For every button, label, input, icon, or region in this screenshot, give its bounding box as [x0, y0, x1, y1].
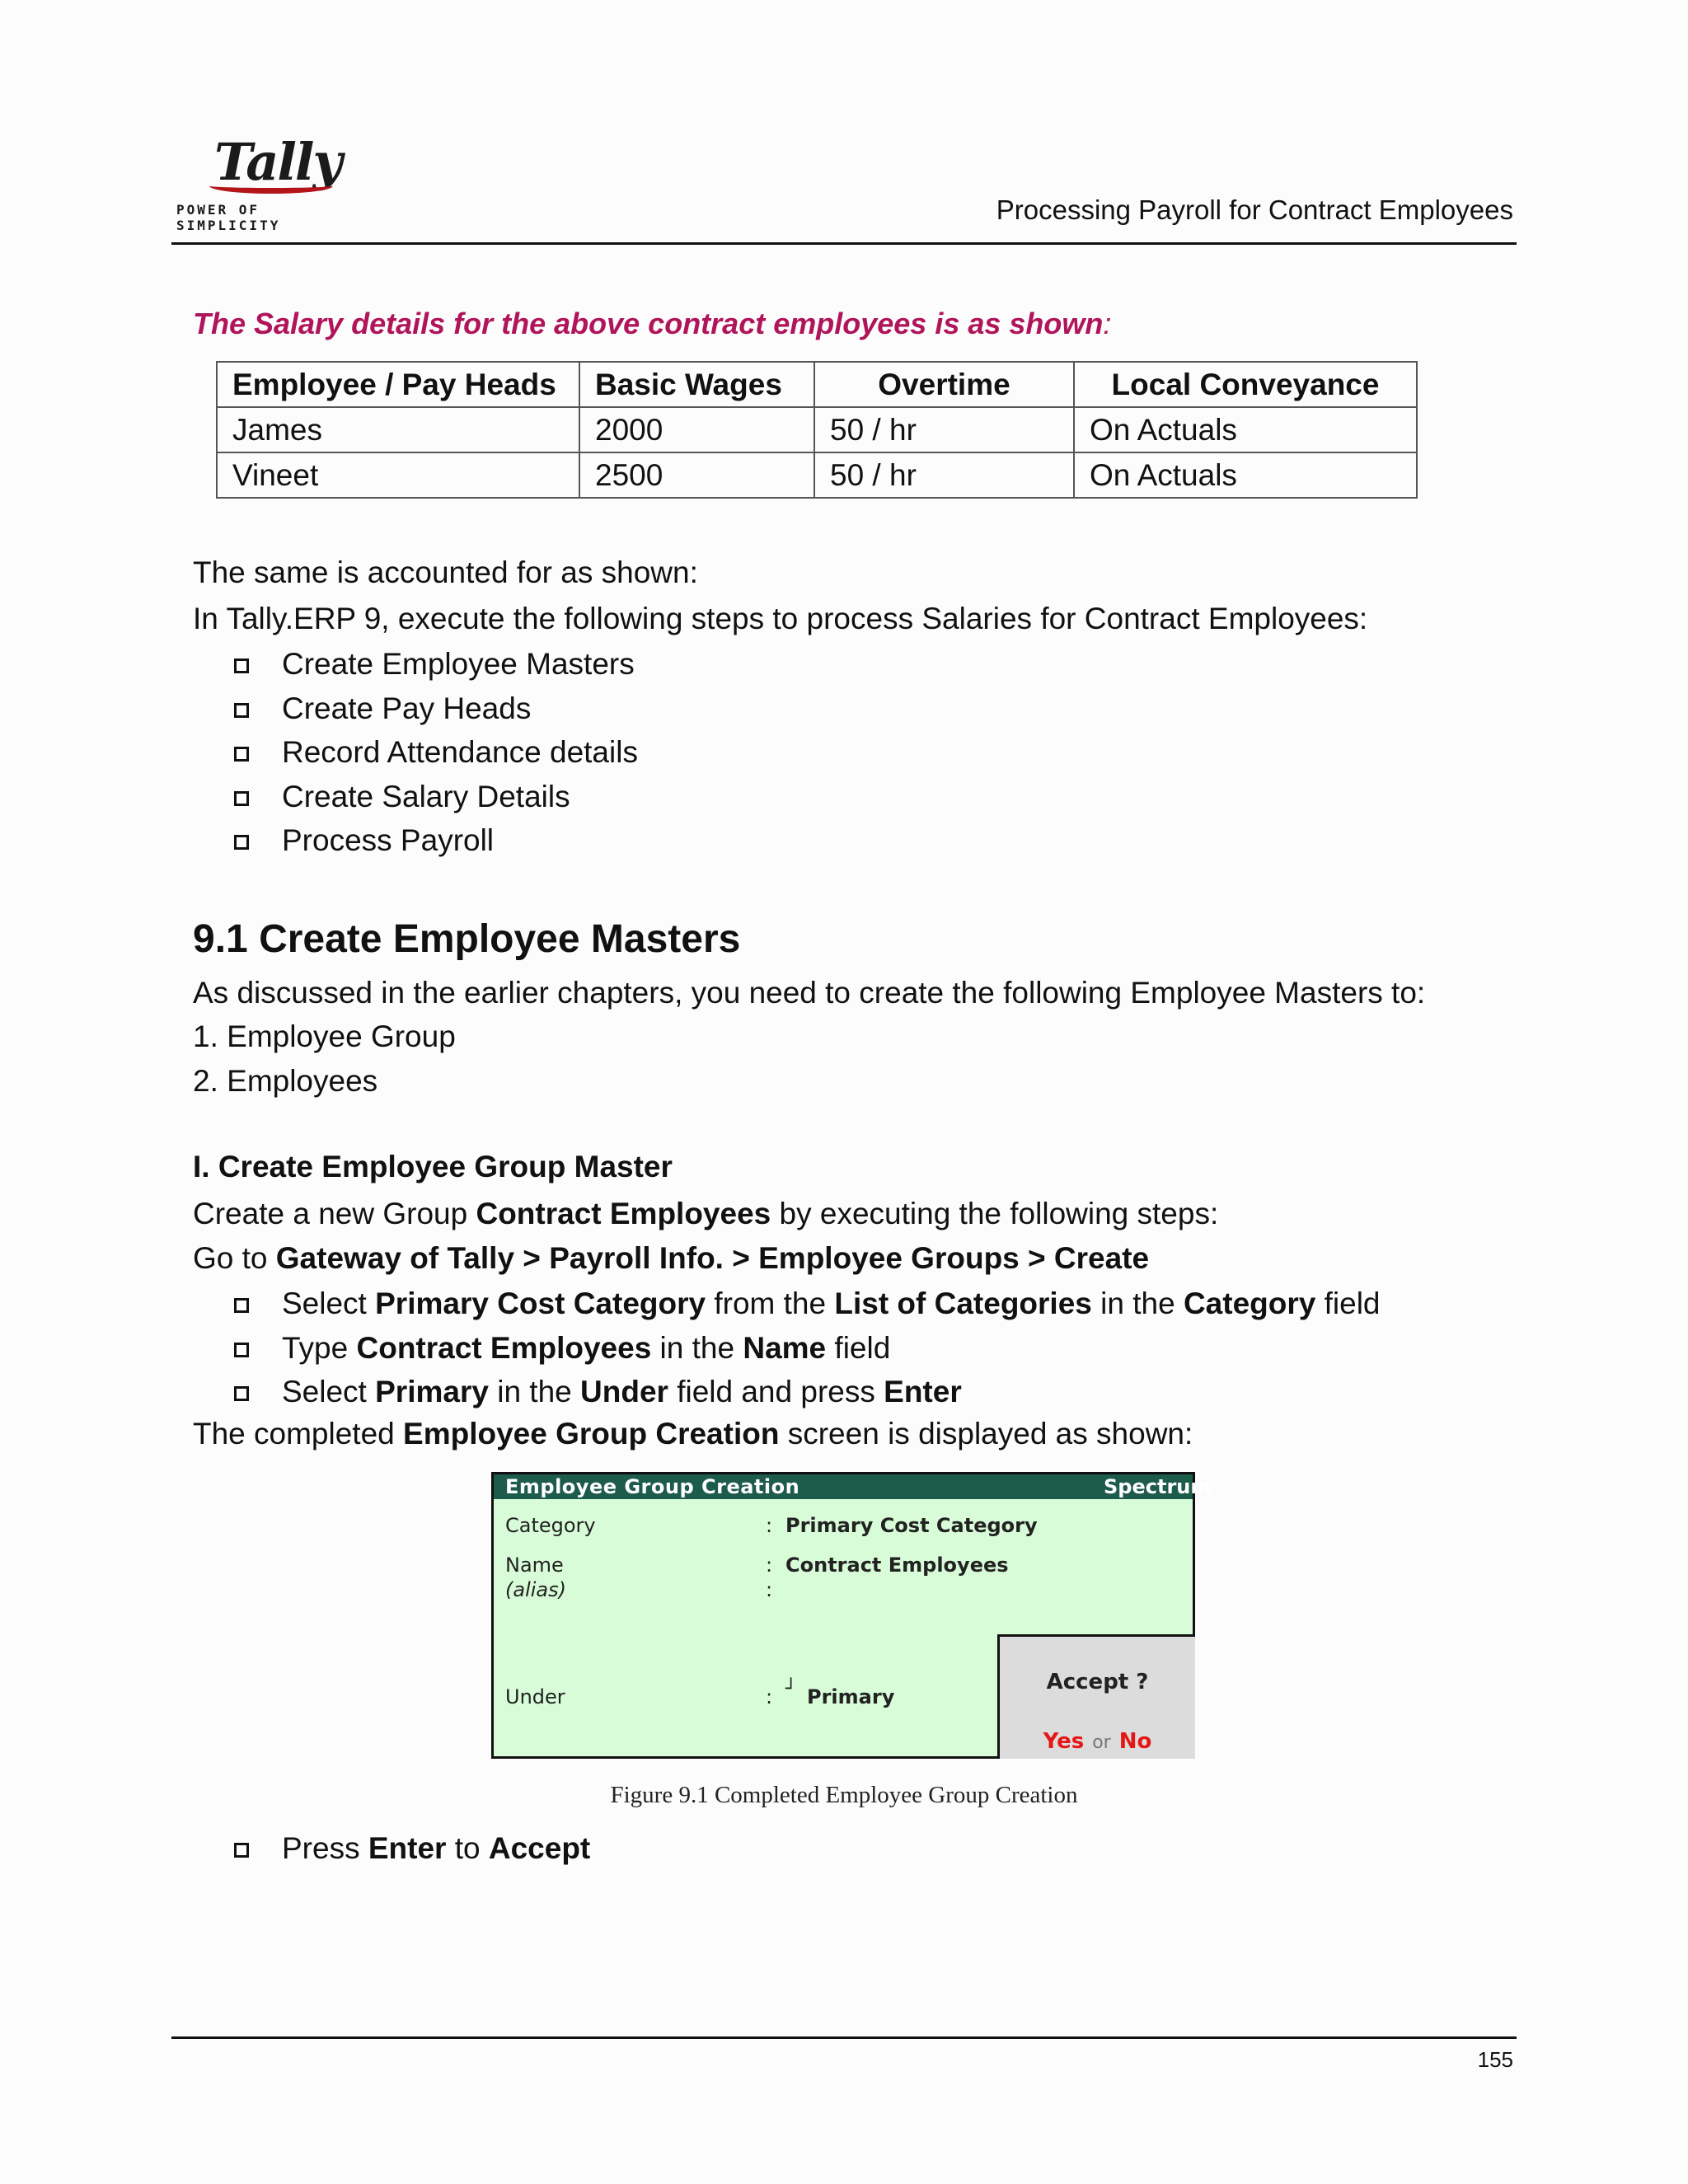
section-intro: As discussed in the earlier chapters, you need to create the following Employee Masters to: [193, 976, 1426, 1010]
square-bullet-icon [234, 835, 249, 850]
list-item-text: Create Employee Masters [282, 647, 635, 681]
completed-screen-line [193, 1417, 1193, 1451]
text-run-bold: Name [743, 1330, 827, 1365]
square-bullet-icon [234, 791, 249, 806]
or-label: or [1092, 1732, 1111, 1753]
create-group-line [193, 1197, 1218, 1231]
name-label: Name [505, 1554, 564, 1577]
text-run: field [1315, 1286, 1381, 1320]
under-group-marker-icon: ┘ [785, 1679, 797, 1699]
square-bullet-icon [234, 1298, 249, 1313]
figure-caption: Figure 9.1 Completed Employee Group Creation [610, 1782, 1078, 1808]
text-run-bold: Enter [884, 1375, 962, 1408]
field-colon: : [766, 1554, 773, 1577]
list-item [232, 642, 638, 687]
text-run-bold: Contract Employees [356, 1330, 652, 1365]
text-run: to [446, 1831, 489, 1865]
screen-title-bar [494, 1474, 1212, 1499]
text-run-bold: Gateway of Tally > Payroll Info. > Employee Groups > Create [275, 1241, 1150, 1275]
text-run-bold: Contract Employees [476, 1197, 771, 1230]
navigation-path-line [193, 1241, 1149, 1276]
table-cell: Vineet [217, 452, 579, 498]
table-header-cell: Overtime [814, 362, 1074, 407]
salary-table [216, 361, 1418, 499]
section-heading: 9.1 Create Employee Masters [193, 917, 741, 961]
list-item-text: Create Salary Details [282, 779, 570, 813]
text-run: from the [706, 1286, 835, 1320]
alias-label: (alias) [505, 1578, 566, 1601]
running-header-title: Processing Payroll for Contract Employees [996, 194, 1513, 225]
square-bullet-icon [234, 747, 249, 762]
section-item-2: 2. Employees [193, 1064, 378, 1098]
list-item [232, 1370, 1381, 1414]
list-item-text: Process Payroll [282, 823, 495, 857]
intro-title-colon: : [1103, 307, 1112, 340]
list-item [232, 1326, 1381, 1371]
name-field[interactable]: Contract Employees [785, 1554, 1009, 1577]
no-button[interactable]: No [1118, 1729, 1152, 1754]
text-run: Type [282, 1330, 357, 1365]
field-colon: : [766, 1578, 773, 1601]
list-item-text: Record Attendance details [282, 735, 638, 769]
table-cell: On Actuals [1074, 407, 1417, 452]
text-run: Go to [193, 1241, 276, 1275]
text-run: in the [1091, 1286, 1184, 1320]
list-item [232, 730, 638, 775]
square-bullet-icon [234, 703, 249, 718]
text-run: by executing the following steps: [771, 1197, 1219, 1230]
table-cell: James [217, 407, 579, 452]
field-colon: : [766, 1514, 773, 1537]
instruction-list [232, 1282, 1381, 1414]
table-row [217, 407, 1417, 452]
logo-swoosh-icon [209, 178, 333, 194]
text-run: Create a new Group [193, 1197, 476, 1230]
screen-title: Employee Group Creation [505, 1475, 800, 1498]
list-item-text: Create Pay Heads [282, 691, 532, 725]
footer-rule [171, 2036, 1517, 2039]
logo-tagline: POWER OF SIMPLICITY [176, 202, 281, 233]
page-number: 155 [1477, 2047, 1513, 2072]
under-field[interactable]: Primary [807, 1685, 895, 1708]
subsection-heading: I. Create Employee Group Master [193, 1150, 673, 1183]
list-item [232, 1826, 590, 1871]
accept-options [1000, 1729, 1195, 1754]
text-run-bold: List of Categories [834, 1286, 1092, 1320]
accept-question: Accept ? [1046, 1670, 1149, 1694]
text-run: screen is displayed as shown: [779, 1417, 1193, 1451]
category-label: Category [505, 1514, 596, 1537]
table-cell: 50 / hr [814, 452, 1074, 498]
text-run-bold: Accept [488, 1831, 591, 1865]
square-bullet-icon [234, 658, 249, 673]
text-run-bold: Under [580, 1375, 668, 1408]
text-run-bold: Primary [375, 1375, 489, 1408]
square-bullet-icon [234, 1843, 249, 1858]
square-bullet-icon [234, 1386, 249, 1401]
text-run: in the [651, 1330, 743, 1365]
field-colon: : [766, 1685, 773, 1708]
text-run: in the [488, 1375, 581, 1408]
employee-group-creation-screen [491, 1472, 1212, 1759]
text-run: The completed [193, 1417, 404, 1451]
table-header-cell: Local Conveyance [1074, 362, 1417, 407]
accounted-paragraph: The same is accounted for as shown: [193, 555, 698, 589]
company-name: Spectrum [1104, 1475, 1212, 1498]
intro-title-text: The Salary details for the above contract employees is as shown [193, 307, 1104, 340]
text-run-bold: Primary Cost Category [375, 1286, 706, 1320]
tally-logo [175, 132, 373, 233]
table-cell: On Actuals [1074, 452, 1417, 498]
accept-dialog [997, 1634, 1195, 1759]
yes-button[interactable]: Yes [1043, 1729, 1085, 1754]
category-field[interactable]: Primary Cost Category [785, 1514, 1038, 1537]
list-item [232, 1282, 1381, 1326]
table-cell: 50 / hr [814, 407, 1074, 452]
text-run: Select [282, 1375, 376, 1408]
section-item-1: 1. Employee Group [193, 1019, 456, 1053]
table-header-row [217, 362, 1417, 407]
text-run-bold: Enter [368, 1831, 447, 1865]
text-run: Select [282, 1286, 376, 1320]
table-header-cell: Basic Wages [579, 362, 814, 407]
table-cell: 2500 [579, 452, 814, 498]
square-bullet-icon [234, 1343, 249, 1357]
list-item [232, 775, 638, 819]
text-run: Press [282, 1831, 368, 1865]
process-steps-list [232, 642, 638, 863]
under-label: Under [505, 1685, 565, 1708]
text-run: field and press [668, 1375, 884, 1408]
logo-word: Tally [214, 132, 341, 192]
table-cell: 2000 [579, 407, 814, 452]
final-step-list [232, 1826, 590, 1871]
header-rule [171, 242, 1517, 245]
steps-intro-paragraph: In Tally.ERP 9, execute the following steps to process Salaries for Contract Employees: [193, 602, 1368, 635]
text-run-bold: Category [1183, 1286, 1316, 1320]
text-run: field [826, 1330, 891, 1365]
table-row [217, 452, 1417, 498]
list-item [232, 687, 638, 731]
table-header-cell: Employee / Pay Heads [217, 362, 579, 407]
list-item [232, 818, 638, 863]
text-run-bold: Employee Group Creation [403, 1417, 780, 1451]
intro-title [193, 307, 1111, 341]
